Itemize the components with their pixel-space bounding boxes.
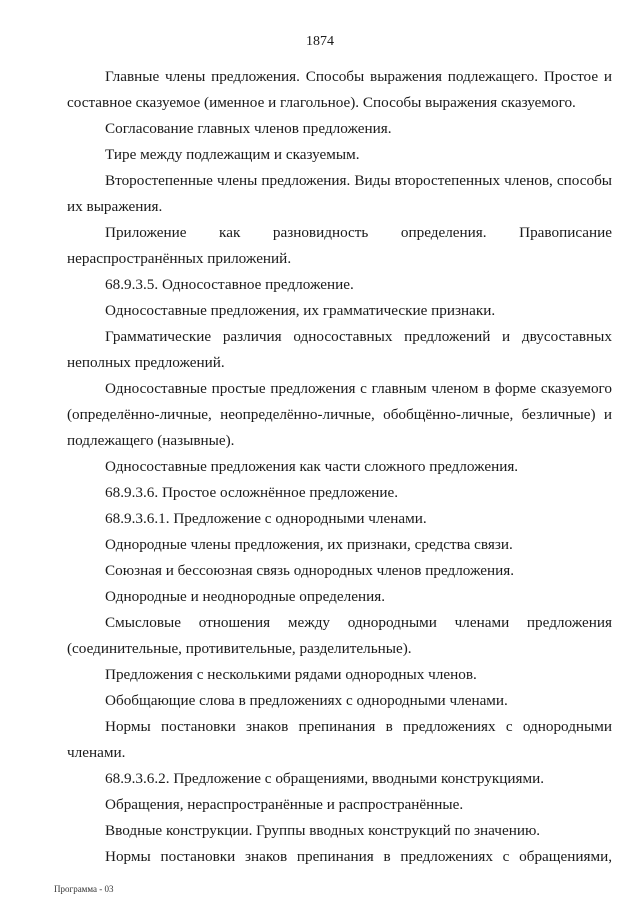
paragraph: Вводные конструкции. Группы вводных конструкций по значению. <box>105 822 541 839</box>
paragraph: Грамматические различия односоставных предложений и двусоставных неполных предложений. <box>67 328 612 371</box>
paragraph: Однородные и неоднородные определения. <box>105 588 385 605</box>
paragraph: 68.9.3.6.2. Предложение с обращениями, вводными конструкциями. <box>105 770 545 787</box>
paragraph: Союзная и бессоюзная связь однородных членов предложения. <box>105 562 515 579</box>
paragraph: Обращения, нераспространённые и распространённые. <box>105 796 464 813</box>
paragraph: Согласование главных членов предложения. <box>105 120 392 137</box>
paragraph: Приложение как разновидность определения. Правописание нераспространённых приложений. <box>67 224 612 267</box>
paragraph: Тире между подлежащим и сказуемым. <box>105 146 360 163</box>
paragraph: Однородные члены предложения, их признаки, средства связи. <box>105 536 513 553</box>
document-body <box>67 64 612 870</box>
paragraph: 68.9.3.6.1. Предложение с однородными членами. <box>105 510 427 527</box>
paragraph: 68.9.3.6. Простое осложнённое предложение. <box>105 484 399 501</box>
paragraph: Односоставные предложения как части сложного предложения. <box>105 458 519 475</box>
paragraph: 68.9.3.5. Односоставное предложение. <box>105 276 354 293</box>
paragraph: Смысловые отношения между однородными членами предложения (соединительные, противительные, разделительные). <box>67 614 612 657</box>
footer-label: Программа - 03 <box>54 884 114 894</box>
page-number: 1874 <box>306 34 334 49</box>
paragraph: Второстепенные члены предложения. Виды второстепенных членов, способы их выражения. <box>67 172 612 215</box>
paragraph: Нормы постановки знаков препинания в предложениях с обращениями, <box>105 848 612 865</box>
paragraph: Предложения с несколькими рядами однородных членов. <box>105 666 477 683</box>
paragraph: Главные члены предложения. Способы выражения подлежащего. Простое и составное сказуемое (именное и глагольное). Способы выражения сказуемого. <box>67 68 612 111</box>
paragraph: Односоставные предложения, их грамматические признаки. <box>105 302 496 319</box>
paragraph: Односоставные простые предложения с главным членом в форме сказуемого (определённо-личные, неопределённо-личные, обобщённо-личные, безличные) и подлежащего (назывные). <box>67 380 612 449</box>
paragraph: Обобщающие слова в предложениях с однородными членами. <box>105 692 508 709</box>
paragraph: Нормы постановки знаков препинания в предложениях с однородными членами. <box>67 718 612 761</box>
